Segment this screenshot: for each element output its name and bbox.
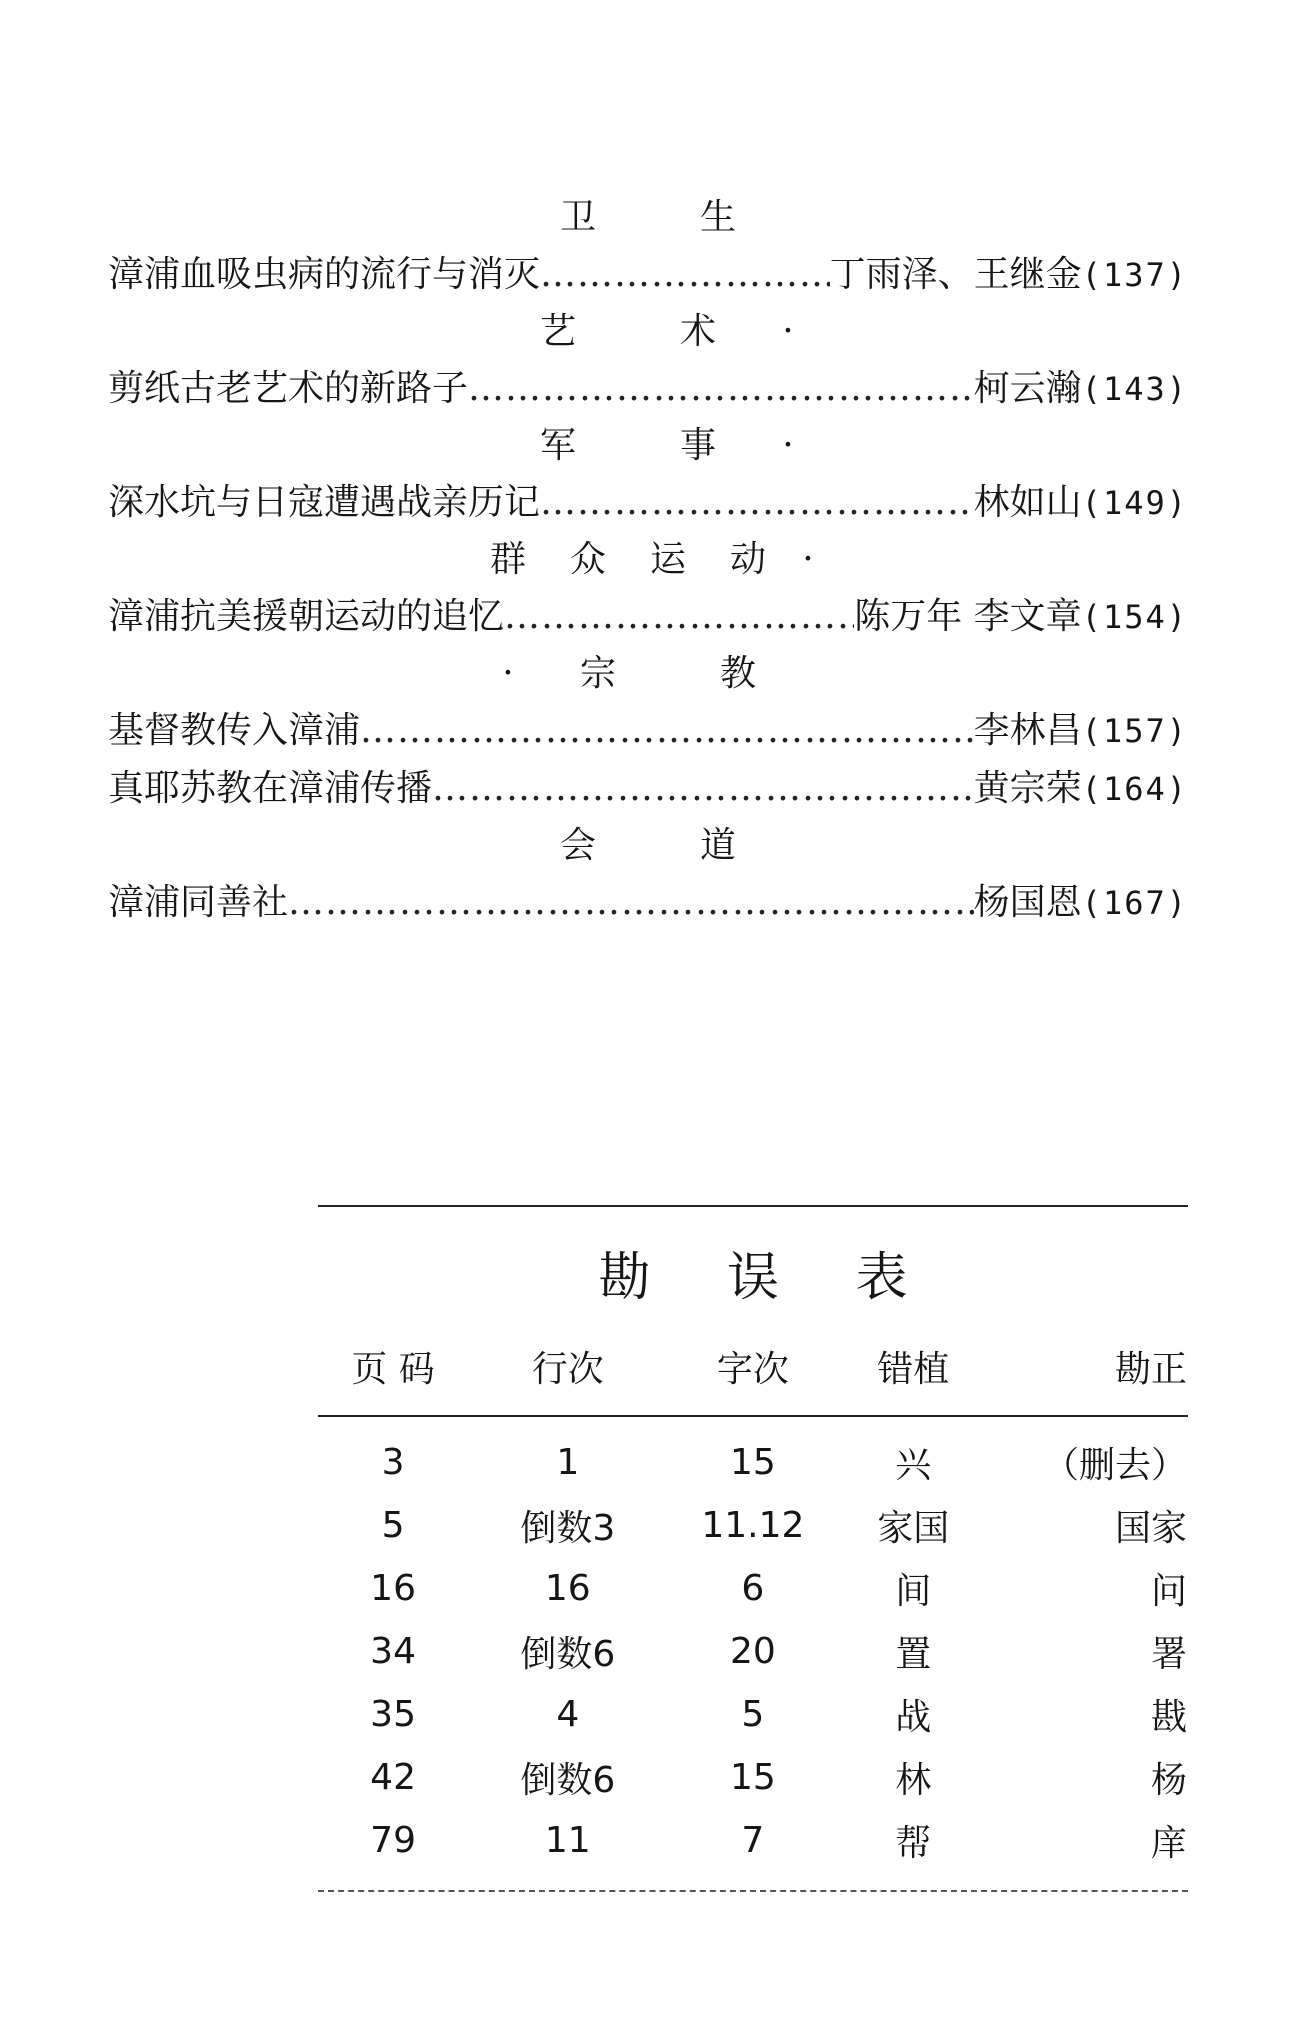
leader-dots bbox=[360, 702, 974, 760]
cell-line: 4 bbox=[556, 1694, 580, 1735]
cell-correct: 杨 bbox=[1150, 1760, 1187, 1801]
cell-correct: 国家 bbox=[1114, 1508, 1187, 1549]
leader-dots bbox=[504, 588, 854, 646]
toc-entry[interactable] bbox=[108, 474, 1188, 532]
category-char: 众 bbox=[569, 539, 606, 580]
cell-line: 倒数6 bbox=[520, 1634, 616, 1675]
cell-char: 20 bbox=[729, 1631, 776, 1672]
category-char: 生 bbox=[699, 197, 736, 238]
category-char: 术 bbox=[679, 311, 716, 352]
cell-page: 5 bbox=[381, 1505, 405, 1546]
leader-dots bbox=[432, 760, 974, 818]
entry-page: (137) bbox=[1081, 256, 1188, 294]
category-char: 会 bbox=[559, 825, 596, 866]
entry-page: (157) bbox=[1081, 712, 1188, 750]
cell-char: 15 bbox=[729, 1757, 776, 1798]
toc-entry[interactable] bbox=[108, 360, 1188, 418]
category-dot: · bbox=[802, 539, 814, 580]
cell-wrong: 林 bbox=[895, 1760, 932, 1801]
leader-dots bbox=[468, 360, 974, 418]
category-char: 事 bbox=[679, 425, 716, 466]
header-line: 行次 bbox=[531, 1348, 604, 1390]
header-separator bbox=[318, 1416, 1188, 1431]
entry-author: 柯云瀚 bbox=[973, 368, 1082, 409]
cell-char: 5 bbox=[741, 1694, 765, 1735]
cell-line: 16 bbox=[544, 1568, 591, 1609]
cell-correct: （删去） bbox=[1042, 1445, 1187, 1486]
category-heading bbox=[108, 532, 1188, 588]
leader-dots bbox=[288, 874, 974, 932]
cell-wrong: 间 bbox=[895, 1571, 932, 1612]
entry-title: 剪纸古老艺术的新路子 bbox=[108, 368, 469, 409]
category-dot: · bbox=[782, 311, 794, 352]
entry-author: 丁雨泽、王继金 bbox=[829, 254, 1082, 295]
entry-author: 黄宗荣 bbox=[973, 768, 1082, 809]
errata-table bbox=[318, 1330, 1188, 1872]
leader-dots bbox=[540, 474, 974, 532]
category-char: 艺 bbox=[539, 311, 576, 352]
errata-header-row bbox=[318, 1330, 1188, 1416]
cell-correct: 问 bbox=[1150, 1571, 1187, 1612]
header-page: 页 码 bbox=[351, 1348, 435, 1390]
cell-page: 34 bbox=[370, 1631, 416, 1672]
toc-entry[interactable] bbox=[108, 702, 1188, 760]
entry-title: 漳浦同善社 bbox=[108, 882, 289, 923]
entry-title: 真耶苏教在漳浦传播 bbox=[108, 768, 433, 809]
cell-line: 倒数6 bbox=[520, 1760, 616, 1801]
cell-line: 倒数3 bbox=[520, 1508, 616, 1549]
errata-bottom-rule bbox=[318, 1890, 1188, 1892]
header-correct: 勘正 bbox=[1114, 1348, 1187, 1390]
toc-entry[interactable] bbox=[108, 246, 1188, 304]
category-heading bbox=[108, 418, 1188, 474]
table-row bbox=[318, 1494, 1188, 1557]
category-heading bbox=[108, 190, 1188, 246]
cell-page: 79 bbox=[370, 1820, 416, 1861]
entry-page: (154) bbox=[1081, 598, 1188, 636]
entry-page: (149) bbox=[1081, 484, 1188, 522]
entry-author: 林如山 bbox=[973, 482, 1082, 523]
cell-wrong: 帮 bbox=[895, 1823, 932, 1864]
category-char: 宗 bbox=[579, 653, 616, 694]
cell-wrong: 家国 bbox=[877, 1508, 950, 1549]
cell-line: 1 bbox=[556, 1442, 580, 1483]
category-char: 动 bbox=[729, 539, 766, 580]
toc-entry[interactable] bbox=[108, 760, 1188, 818]
entry-author: 杨国恩 bbox=[973, 882, 1082, 923]
entry-page: (167) bbox=[1081, 884, 1188, 922]
cell-correct: 戡 bbox=[1150, 1697, 1187, 1738]
cell-correct: 署 bbox=[1150, 1634, 1187, 1675]
toc-entry[interactable] bbox=[108, 588, 1188, 646]
errata-title: 勘 误 表 bbox=[598, 1248, 938, 1308]
category-char: 教 bbox=[719, 653, 756, 694]
category-char: 军 bbox=[539, 425, 576, 466]
cell-correct: 庠 bbox=[1150, 1823, 1187, 1864]
table-row bbox=[318, 1683, 1188, 1746]
table-row bbox=[318, 1746, 1188, 1809]
entry-title: 漳浦抗美援朝运动的追忆 bbox=[108, 596, 505, 637]
toc-entry[interactable] bbox=[108, 874, 1188, 932]
table-of-contents bbox=[108, 190, 1188, 932]
entry-author: 陈万年 李文章 bbox=[854, 596, 1082, 637]
table-row bbox=[318, 1431, 1188, 1494]
cell-char: 7 bbox=[741, 1820, 765, 1861]
cell-char: 6 bbox=[741, 1568, 765, 1609]
table-row bbox=[318, 1620, 1188, 1683]
cell-wrong: 置 bbox=[895, 1634, 932, 1675]
header-char: 字次 bbox=[716, 1348, 789, 1390]
category-char: 道 bbox=[699, 825, 736, 866]
cell-char: 15 bbox=[729, 1442, 776, 1483]
category-char: 卫 bbox=[559, 197, 596, 238]
entry-title: 漳浦血吸虫病的流行与消灭 bbox=[108, 254, 541, 295]
entry-author: 李林昌 bbox=[973, 710, 1082, 751]
cell-line: 11 bbox=[544, 1820, 591, 1861]
category-heading bbox=[108, 818, 1188, 874]
category-dot: · bbox=[502, 653, 514, 694]
cell-wrong: 兴 bbox=[895, 1445, 932, 1486]
leader-dots bbox=[540, 246, 830, 304]
category-heading bbox=[108, 304, 1188, 360]
table-row bbox=[318, 1809, 1188, 1872]
category-char: 群 bbox=[489, 539, 526, 580]
cell-page: 35 bbox=[370, 1694, 416, 1735]
cell-page: 16 bbox=[370, 1568, 416, 1609]
category-heading bbox=[108, 646, 1188, 702]
cell-char: 11.12 bbox=[701, 1505, 805, 1546]
cell-wrong: 战 bbox=[895, 1697, 932, 1738]
entry-page: (143) bbox=[1081, 370, 1188, 408]
entry-title: 基督教传入漳浦 bbox=[108, 710, 361, 751]
table-row bbox=[318, 1557, 1188, 1620]
entry-title: 深水坑与日寇遭遇战亲历记 bbox=[108, 482, 541, 523]
category-dot: · bbox=[782, 425, 794, 466]
header-wrong: 错植 bbox=[877, 1348, 950, 1390]
cell-page: 42 bbox=[370, 1757, 416, 1798]
category-char: 运 bbox=[649, 539, 686, 580]
errata-section bbox=[318, 1205, 1188, 1892]
entry-page: (164) bbox=[1081, 770, 1188, 808]
cell-page: 3 bbox=[381, 1442, 405, 1483]
